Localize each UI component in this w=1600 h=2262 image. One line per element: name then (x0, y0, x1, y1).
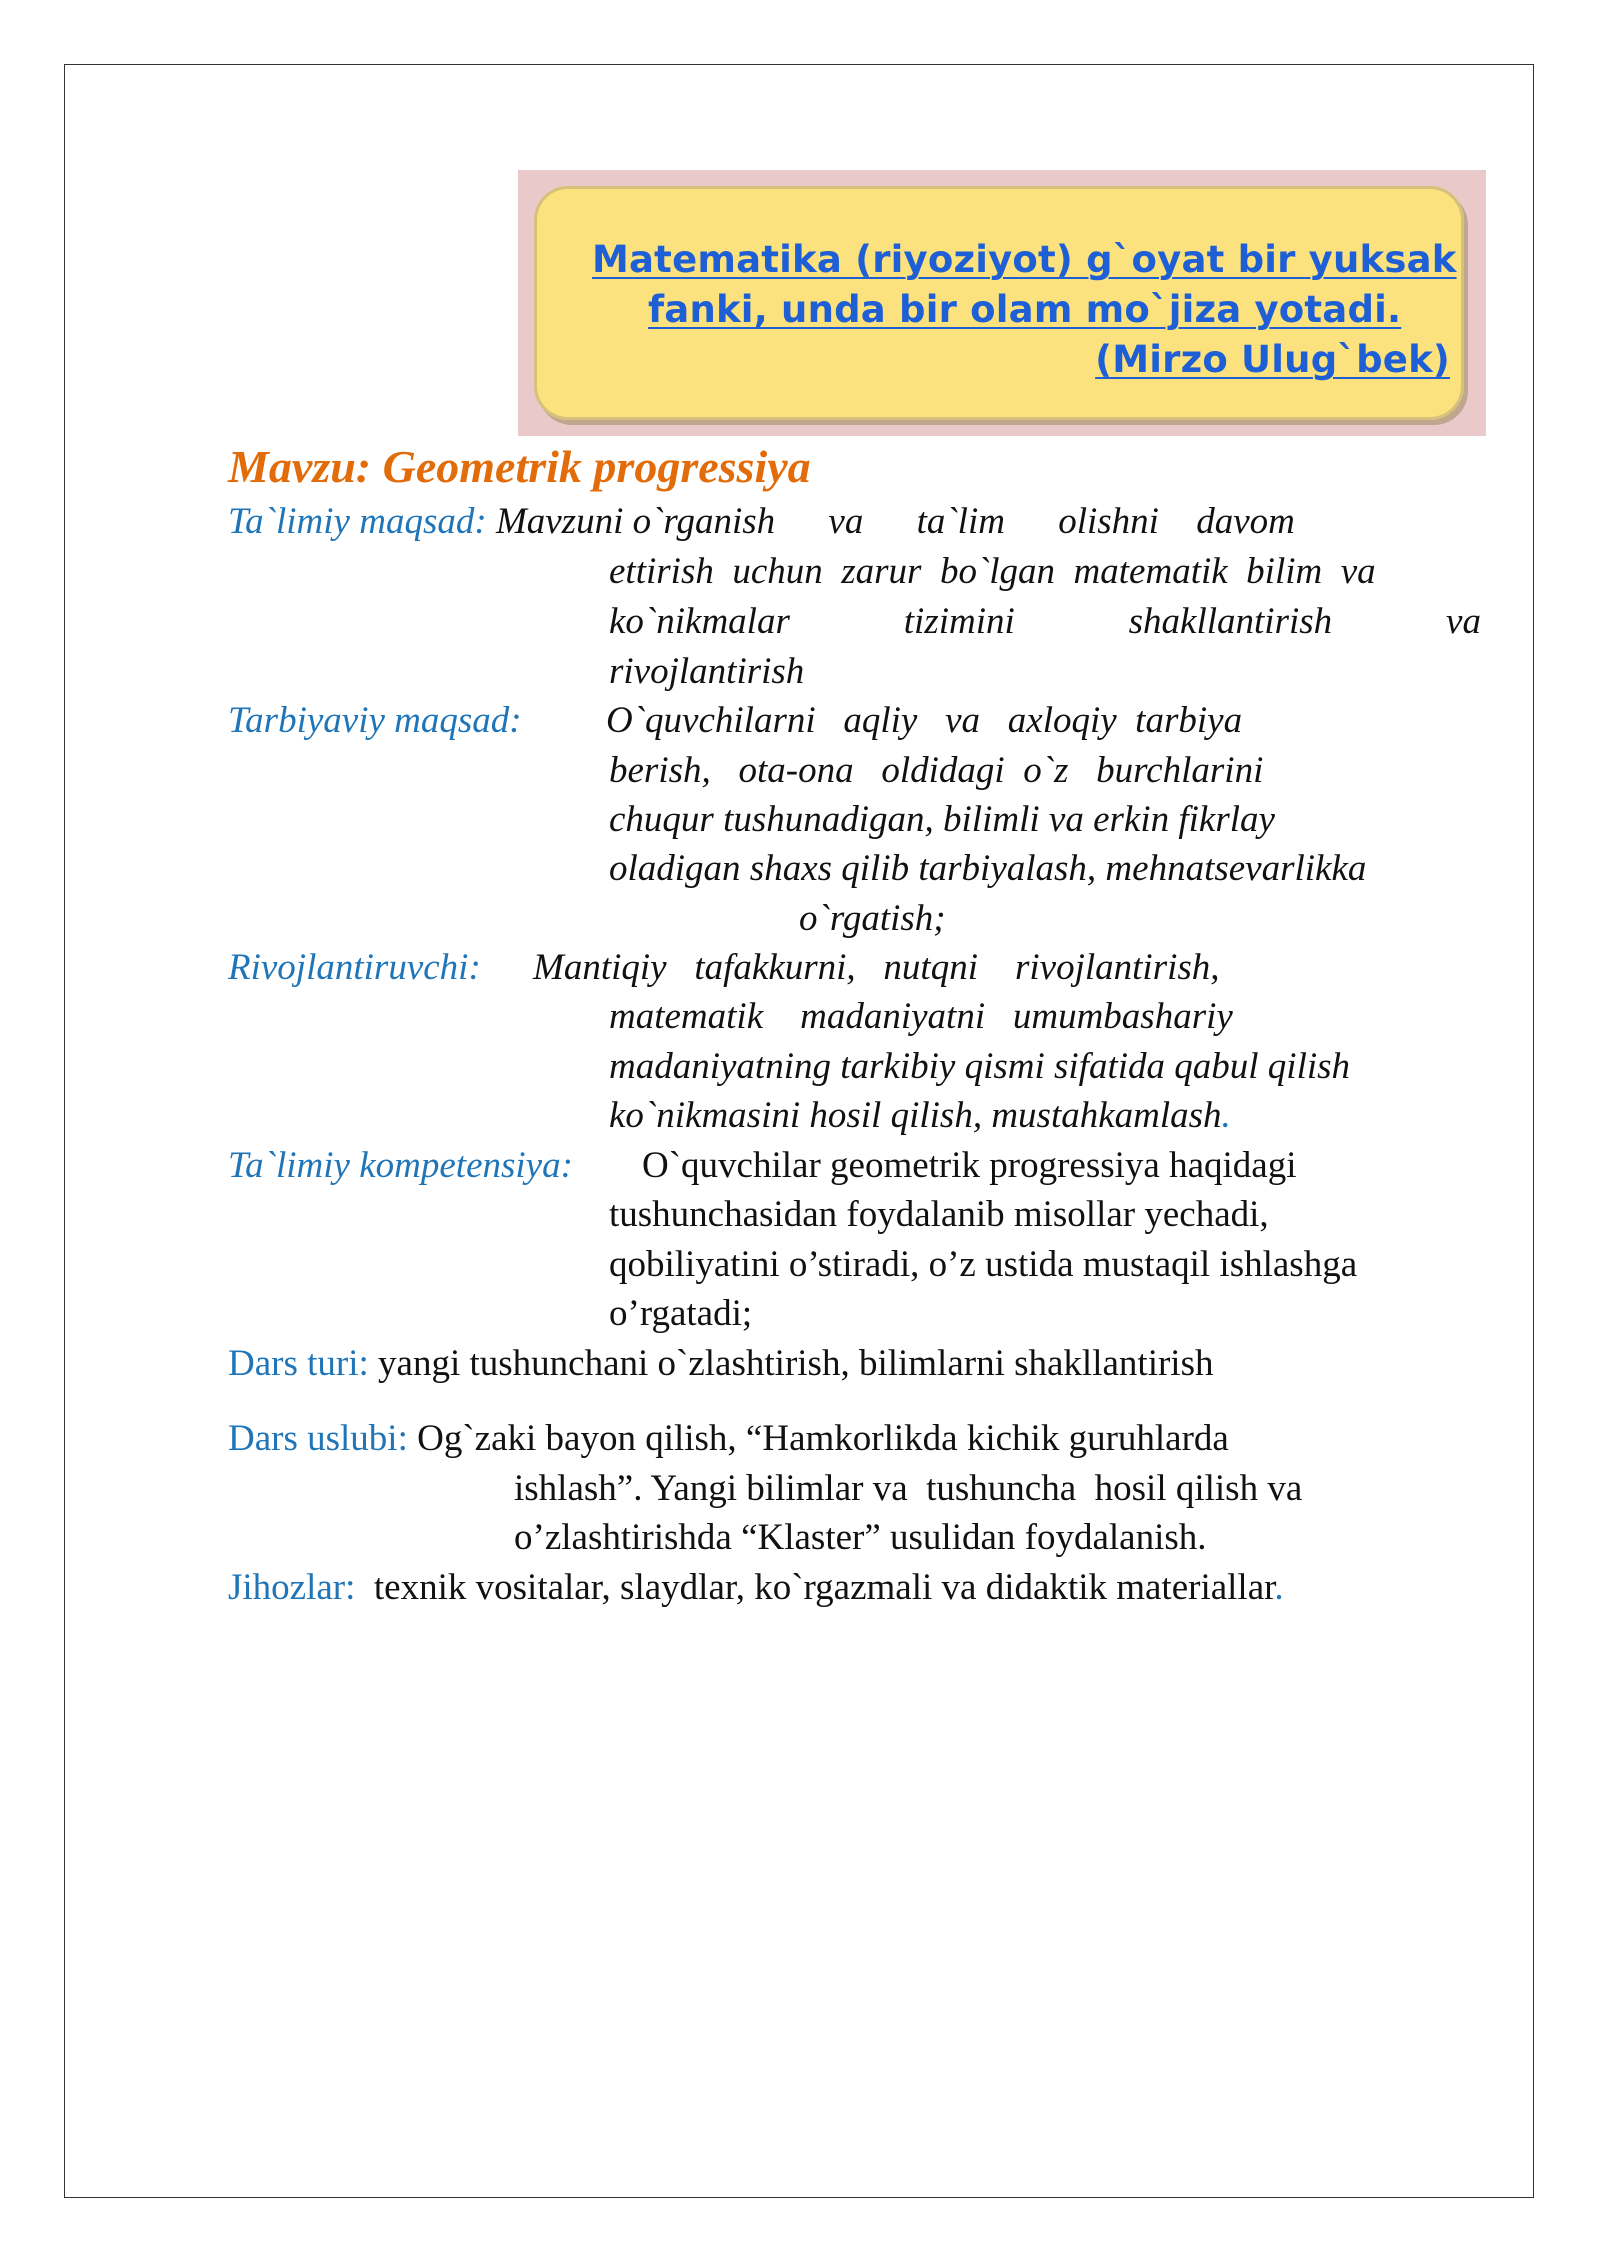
kompetensiya-line-1: O`quvchilar geometrik progressiya haqidagi (642, 1145, 1297, 1186)
quote-banner (518, 170, 1486, 436)
quote-line-2: fanki, unda bir olam mo`jiza yotadi. (648, 288, 1402, 331)
tarbiyaviy-line-3: chuqur tushunadigan, bilimli va erkin fikrlay (609, 799, 1275, 840)
jihozlar-line (228, 1566, 1284, 1609)
jihozlar-text: texnik vositalar, slaydlar, ko`rgazmali va didaktik materiallar (373, 1567, 1275, 1608)
tarbiyaviy-line-5: o`rgatish; (799, 898, 946, 939)
page-title: Mavzu: Geometrik progressiya (228, 441, 811, 492)
kompetensiya-line-3: qobiliyatini o’stiradi, o’z ustida mustaqil ishlashga (609, 1244, 1358, 1285)
talimiy-word: shakllantirish (1128, 601, 1333, 642)
quote-panel (534, 186, 1464, 420)
talimiy-label: Ta`limiy maqsad: (228, 501, 487, 542)
talimiy-word: ta`lim (916, 501, 1005, 542)
rivoj-label: Rivojlantiruvchi: (228, 947, 481, 988)
talimiy-word: va (1446, 601, 1481, 642)
talimiy-word: davom (1196, 501, 1295, 542)
dars-uslubi-label: Dars uslubi: (228, 1418, 408, 1459)
talimiy-word: Mavzuni o`rganish (495, 501, 776, 542)
dars-turi-text: yangi tushunchani o`zlashtirish, bilimlarni shakllantirish (378, 1343, 1214, 1384)
quote-author: (Mirzo Ulug`bek) (1095, 338, 1450, 381)
kompetensiya-label: Ta`limiy kompetensiya: (228, 1145, 573, 1186)
talimiy-line-2: ettirish uchun zarur bo`lgan matematik bilim va (609, 551, 1376, 592)
tarbiyaviy-line-2: berish, ota-ona oldidagi o`z burchlarini (609, 750, 1264, 791)
dars-uslubi-line-1 (228, 1417, 1229, 1460)
jihozlar-label: Jihozlar: (228, 1567, 356, 1608)
rivoj-line-3: madaniyatning tarkibiy qismi sifatida qabul qilish (609, 1046, 1351, 1087)
talimiy-line-4: rivojlantirish (609, 651, 805, 692)
kompetensiya-line-2: tushunchasidan foydalanib misollar yechadi, (609, 1194, 1269, 1235)
rivoj-line-4-dot: . (1221, 1095, 1231, 1136)
quote-line-1: Matematika (riyoziyot) g`oyat bir yuksak (592, 238, 1457, 281)
talimiy-line-3 (609, 600, 1481, 643)
dars-uslubi-line-2: ishlash”. Yangi bilimlar va tushuncha hosil qilish va (514, 1468, 1303, 1509)
dars-turi-line (228, 1342, 1213, 1385)
talimiy-word: va (828, 501, 864, 542)
tarbiyaviy-label: Tarbiyaviy maqsad: (228, 700, 522, 741)
talimiy-word: ko`nikmalar (609, 601, 790, 642)
talimiy-word: tizimini (903, 601, 1015, 642)
talimiy-line-1 (228, 500, 1408, 543)
tarbiyaviy-line-4: oladigan shaxs qilib tarbiyalash, mehnatsevarlikka (609, 848, 1367, 889)
tarbiyaviy-line-1: O`quvchilarni aqliy va axloqiy tarbiya (606, 700, 1243, 741)
jihozlar-dot: . (1274, 1567, 1284, 1608)
dars-uslubi-text-1: Og`zaki bayon qilish, “Hamkorlikda kichik guruhlarda (417, 1418, 1229, 1459)
rivoj-line-2: matematik madaniyatni umumbashariy (609, 996, 1233, 1037)
rivoj-line-1: Mantiqiy tafakkurni, nutqni rivojlantirish, (533, 947, 1220, 988)
dars-turi-label: Dars turi: (228, 1343, 369, 1384)
talimiy-word: olishni (1058, 501, 1159, 542)
rivoj-line-4-text: ko`nikmasini hosil qilish, mustahkamlash (609, 1095, 1222, 1136)
dars-uslubi-line-3: o’zlashtirishda “Klaster” usulidan foydalanish. (514, 1517, 1207, 1558)
kompetensiya-line-4: o’rgatadi; (609, 1293, 753, 1334)
rivoj-line-4 (609, 1094, 1231, 1137)
